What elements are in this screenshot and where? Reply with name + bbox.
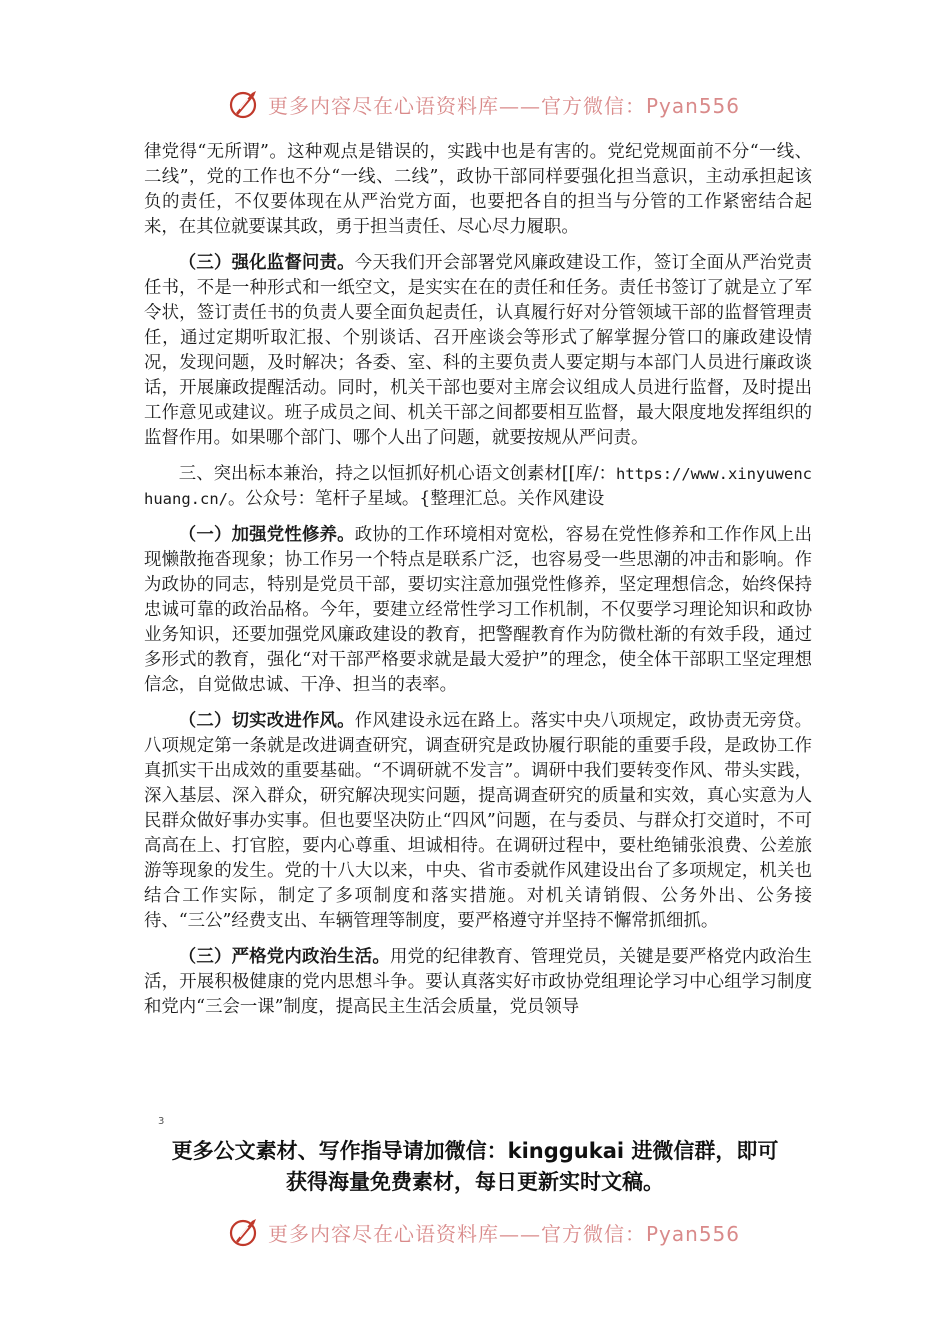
banner-wechat-label: 官方微信：: [541, 1221, 646, 1246]
banner-title: 更多内容尽在心语资料库: [268, 93, 499, 118]
paragraph-text: 作风建设永远在路上。落实中央八项规定，政协责无旁贷。八项规定第一条就是改进调查研究，调查研究是政协履行职能的重要手段，是政协工作真抓实干出成效的重要基础。“不调研就不发言”。调研中我们要转变作风、带头实践，深入基层、深入群众，研究解决现实问题，提高调查研究的质量和实效，真心实意为人民群众做好事办实事。但也要坚决防止“四风”问题，在与委员、与群众打交道时，不可高高在上、打官腔，要内心尊重、坦诚相待。在调研过程中，要杜绝铺张浪费、公差旅游等现象的发生。党的十八大以来，中央、省市委就作风建设出台了多项规定，机关也结合工作实际，制定了多项制度和落实措施。对机关请销假、公务外出、公务接待、“三公”经费支出、车辆管理等制度，要严格遵守并坚持不懈常抓细抓。: [144, 711, 812, 931]
banner-wechat-id: Pyan556: [646, 93, 741, 118]
paragraph: [144, 251, 812, 451]
document-body: [144, 140, 812, 1031]
paragraph-text: 今天我们开会部署党风廉政建设工作，签订全面从严治党责任书，不是一种形式和一纸空文，是实实在在的责任和任务。责任书签订了就是立了军令状，签订责任书的负责人要全面负起责任，认真履行好对分管领域干部的监督管理责任，通过定期听取汇报、个别谈话、召开座谈会等形式了解掌握分管口的廉政建设情况，发现问题，及时解决；各委、室、科的主要负责人要定期与本部门人员进行廉政谈话，开展廉政提醒活动。同时，机关干部也要对主席会议组成人员进行监督，及时提出工作意见或建议。班子成员之间、机关干部之间都要相互监督，最大限度地发挥组织的监督作用。如果哪个部门、哪个人出了问题，就要按规从严问责。: [144, 253, 812, 448]
paragraph: [144, 709, 812, 934]
header-banner: [228, 84, 748, 124]
header-banner-text: [268, 90, 740, 119]
banner-title: 更多内容尽在心语资料库: [268, 1221, 499, 1246]
paragraph: [144, 945, 812, 1020]
paragraph-text: 用党的纪律教育、管理党员，关键是要严格党内政治生活，开展积极健康的党内思想斗争。要认真落实好市政协党组理论学习中心组学习制度和党内“三会一课”制度，提高民主生活会质量，党员领导: [144, 947, 812, 1017]
footer-banner-text: [268, 1218, 740, 1247]
paragraph: [144, 462, 812, 512]
promo-line-1: 更多公文素材、写作指导请加微信：kinggukai 进微信群，即可: [171, 1139, 779, 1163]
paragraph-heading: （一）加强党性修养。: [178, 525, 355, 545]
paragraph-url: https://www.xinyuwenchuang.cn/: [144, 465, 812, 508]
paragraph-text: 律党得“无所谓”。这种观点是错误的，实践中也是有害的。党纪党规面前不分“一线、二线”，党的工作也不分“一线、二线”，政协干部同样要强化担当意识，主动承担起该负的责任，不仅要体现在从严治党方面，也要把各自的担当与分管的工作紧密结合起来，在其位就要谋其政，勇于担当责任、尽心尽力履职。: [144, 142, 812, 237]
page-number: 3: [158, 1116, 165, 1127]
paragraph: [144, 140, 812, 240]
paragraph: [144, 523, 812, 698]
paragraph-heading: （三）强化监督问责。: [178, 253, 355, 273]
promo-line-2: 获得海量免费素材，每日更新实时文稿。: [286, 1170, 664, 1194]
footer-banner: [228, 1212, 748, 1252]
banner-wechat-id: Pyan556: [646, 1221, 741, 1246]
banner-separator: ——: [499, 1221, 541, 1246]
quill-logo-icon: [228, 87, 262, 121]
paragraph-heading: （二）切实改进作风。: [178, 711, 355, 731]
banner-wechat-label: 官方微信：: [541, 93, 646, 118]
paragraph-text: 政协的工作环境相对宽松，容易在党性修养和工作作风上出现懒散拖沓现象；协工作另一个特点是联系广泛，也容易受一些思潮的冲击和影响。作为政协的同志，特别是党员干部，要切实注意加强党性修养，坚定理想信念，始终保持忠诚可靠的政治品格。今年，要建立经常性学习工作机制，不仅要学习理论知识和政协业务知识，还要加强党风廉政建设的教育，把警醒教育作为防微杜渐的有效手段，通过多形式的教育，强化“对干部严格要求就是最大爱护”的理念，使全体干部职工坚定理想信念，自觉做忠诚、干净、担当的表率。: [144, 525, 812, 695]
paragraph-heading: （三）严格党内政治生活。: [178, 947, 390, 967]
paragraph-text: 。公众号：笔杆子星域。{整理汇总。关作风建设: [228, 489, 605, 509]
quill-logo-icon: [228, 1215, 262, 1249]
paragraph-text: 三、突出标本兼治，持之以恒抓好机心语文创素材[[库/：: [178, 464, 617, 484]
banner-separator: ——: [499, 93, 541, 118]
promo-block: [140, 1136, 810, 1198]
